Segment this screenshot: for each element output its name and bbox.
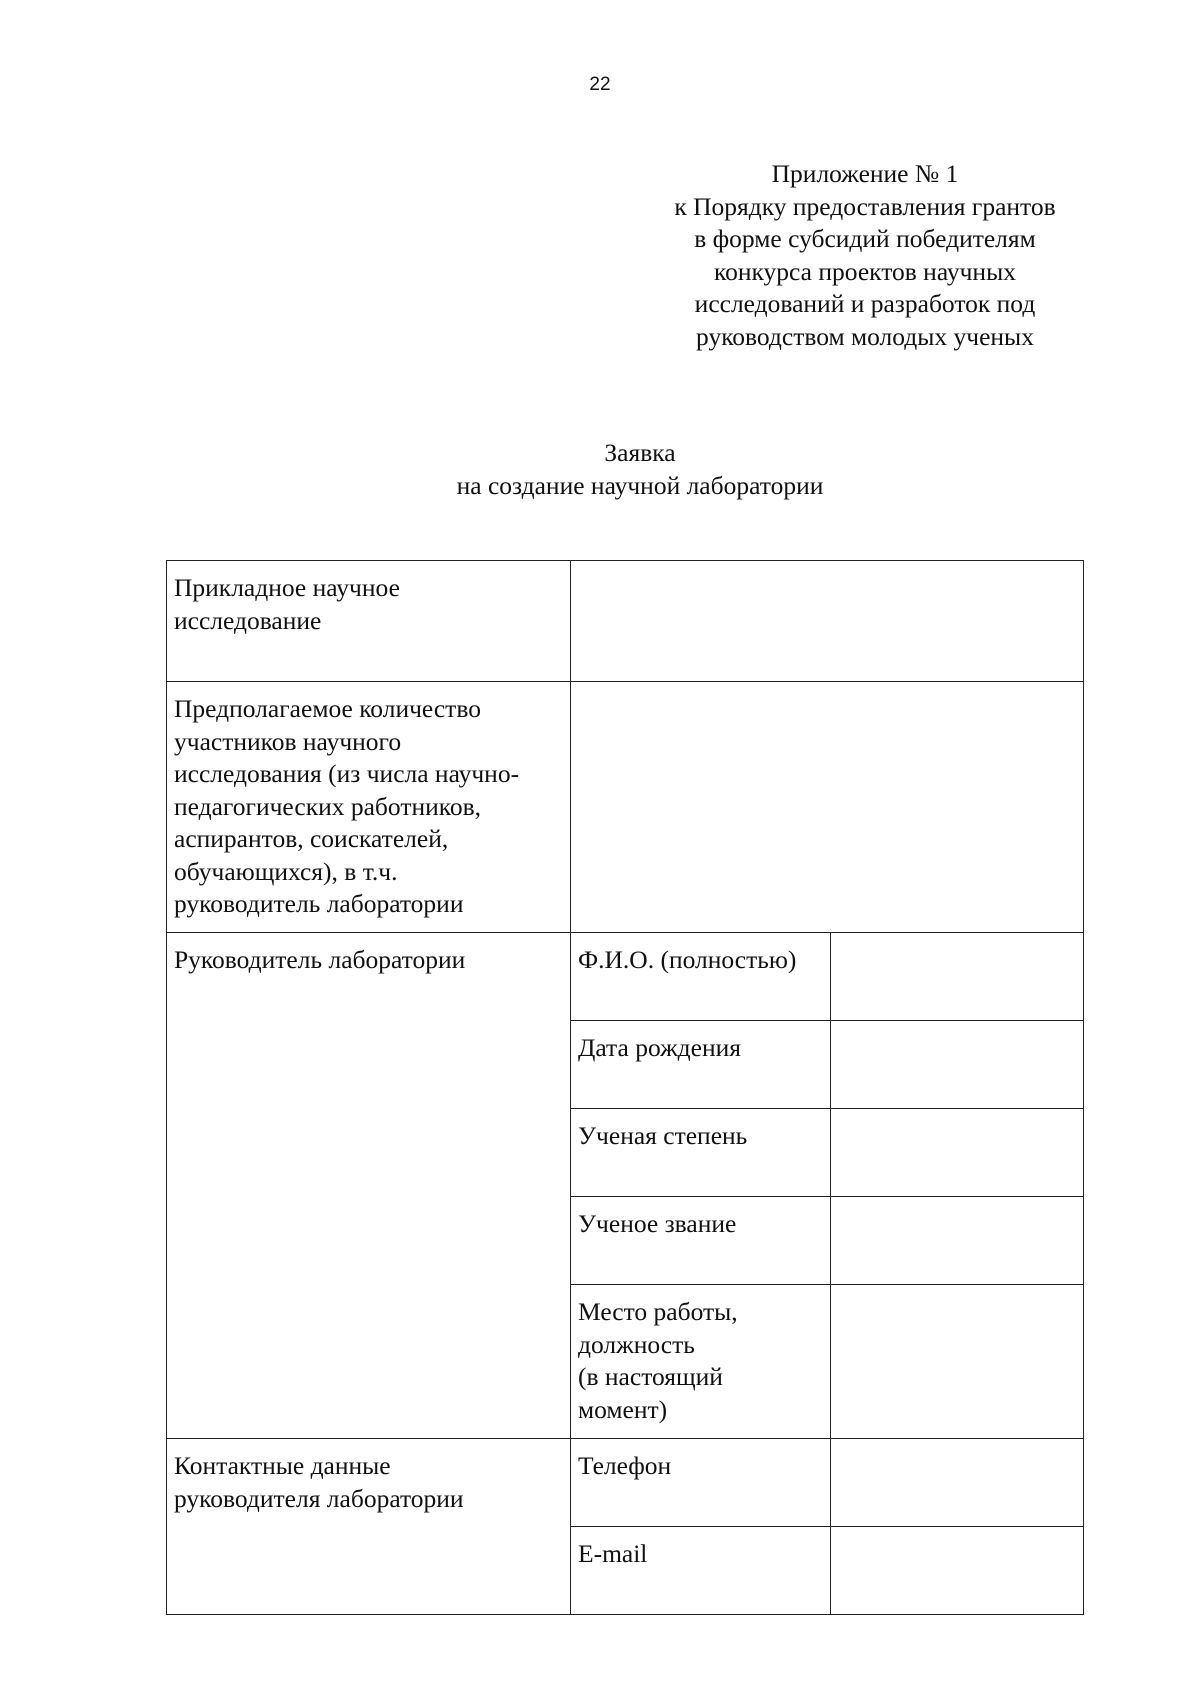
appendix-line: к Порядку предоставления грантов (674, 191, 1056, 221)
workplace-label (571, 1285, 831, 1439)
appendix-header (640, 158, 1090, 353)
workplace-value-cell[interactable] (831, 1285, 1084, 1439)
cell-text-line: обучающихся), в т.ч. (174, 856, 398, 886)
cell-text-line: Место работы, (578, 1297, 738, 1326)
cell-text-line: руководителя лаборатории (174, 1483, 464, 1513)
full-name-label: Ф.И.О. (полностью) (571, 933, 831, 1021)
document-title (0, 437, 1200, 502)
academic-title-value-cell[interactable] (831, 1197, 1084, 1285)
cell-text-line: Контактные данные (174, 1451, 391, 1480)
cell-text-line: аспирантов, соискателей, (174, 824, 449, 853)
email-value-cell[interactable] (831, 1527, 1084, 1615)
email-label: E-mail (571, 1527, 831, 1615)
table-row (167, 682, 1084, 933)
cell-text-line: руководитель лаборатории (174, 889, 464, 918)
page-number: 22 (589, 74, 611, 95)
research-type-value-cell[interactable] (571, 561, 1084, 682)
birth-date-label: Дата рождения (571, 1021, 831, 1109)
cell-text-line: участников научного (174, 726, 402, 756)
appendix-line: в форме субсидий победителям (694, 224, 1036, 253)
table-row (167, 561, 1084, 682)
cell-text-line: должность (578, 1329, 695, 1359)
contacts-label (167, 1439, 571, 1615)
phone-label: Телефон (571, 1439, 831, 1527)
appendix-line: руководством молодых ученых (696, 321, 1034, 351)
participants-count-value-cell[interactable] (571, 682, 1084, 933)
cell-text-line: педагогических работников, (174, 791, 482, 821)
participants-count-label (167, 682, 571, 933)
research-type-label (167, 561, 571, 682)
lab-head-label: Руководитель лаборатории (167, 933, 571, 1439)
title-line-1: Заявка (604, 438, 676, 467)
application-form-table (166, 560, 1084, 1615)
cell-text-line: исследование (174, 605, 322, 635)
title-line-2: на создание научной лаборатории (456, 470, 824, 500)
full-name-value-cell[interactable] (831, 933, 1084, 1021)
appendix-line: исследований и разработок под (694, 289, 1036, 318)
appendix-line: конкурса проектов научных (714, 256, 1016, 286)
birth-date-value-cell[interactable] (831, 1021, 1084, 1109)
cell-text-line: Прикладное научное (174, 573, 400, 602)
degree-value-cell[interactable] (831, 1109, 1084, 1197)
cell-text-line: момент) (578, 1394, 668, 1424)
academic-title-label: Ученое звание (571, 1197, 831, 1285)
cell-text-line: Предполагаемое количество (174, 694, 481, 723)
table-row (167, 1439, 1084, 1527)
cell-text-line: (в настоящий (578, 1362, 723, 1391)
table-row (167, 933, 1084, 1021)
appendix-line: Приложение № 1 (771, 159, 959, 188)
cell-text-line: исследования (из числа научно- (174, 759, 520, 788)
phone-value-cell[interactable] (831, 1439, 1084, 1527)
degree-label: Ученая степень (571, 1109, 831, 1197)
